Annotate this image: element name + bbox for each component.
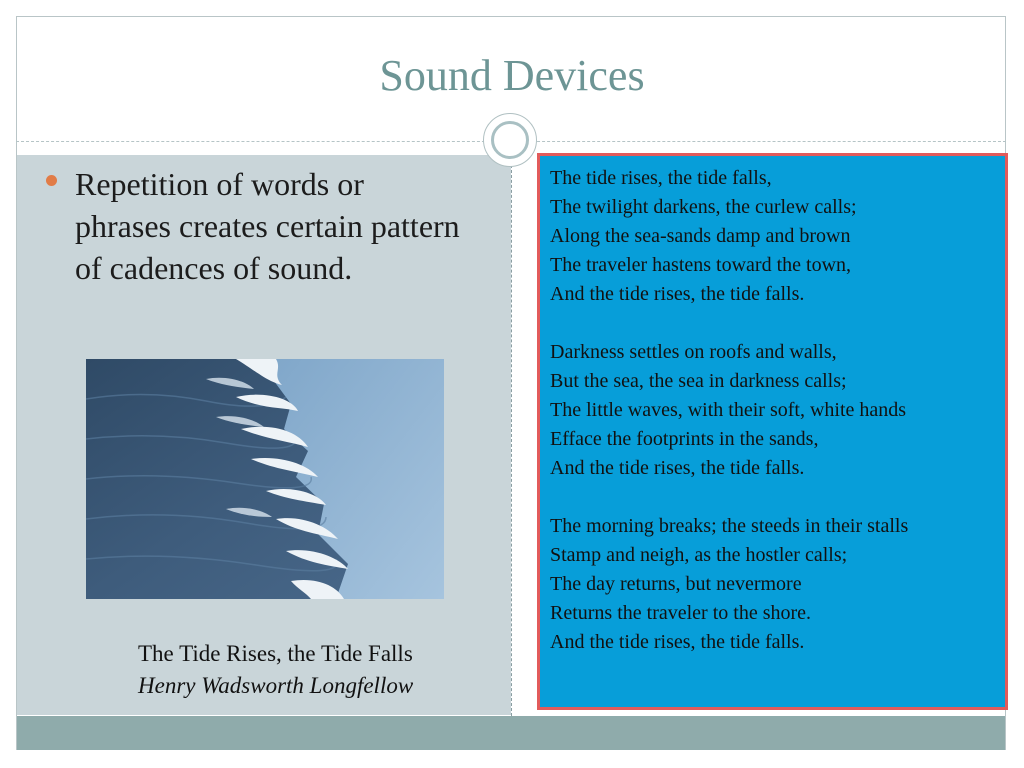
- stanza: [550, 164, 1005, 309]
- sea-waves-photo: [86, 359, 444, 599]
- poem-line: But the sea, the sea in darkness calls;: [550, 370, 847, 392]
- poem-line: And the tide rises, the tide falls.: [550, 283, 805, 305]
- poem-line: The morning breaks; the steeds in their stalls: [550, 515, 909, 537]
- footer-bar: [17, 716, 1005, 750]
- poem-line: Returns the traveler to the shore.: [550, 602, 812, 624]
- divider-circle-ornament: [483, 113, 537, 167]
- poem-line: And the tide rises, the tide falls.: [550, 457, 805, 479]
- slide-title: Sound Devices: [379, 51, 645, 100]
- stanza: [550, 338, 1005, 483]
- bullet-text: Repetition of words or phrases creates certain pattern of cadences of sound.: [75, 166, 460, 286]
- poem-line: Efface the footprints in the sands,: [550, 428, 819, 450]
- bullet-point: [46, 163, 466, 289]
- poem-line: The tide rises, the tide falls,: [550, 167, 772, 189]
- poem-line: Darkness settles on roofs and walls,: [550, 341, 837, 363]
- poem-line: The twilight darkens, the curlew calls;: [550, 196, 857, 218]
- poem-author: Henry Wadsworth Longfellow: [138, 673, 414, 698]
- poem-caption: [138, 638, 413, 702]
- bullet-dot-icon: [46, 175, 57, 186]
- poem-box: [537, 153, 1008, 710]
- inner-ring: [491, 121, 529, 159]
- poem-title: The Tide Rises, the Tide Falls: [138, 641, 413, 666]
- poem-line: The day returns, but nevermore: [550, 573, 802, 595]
- poem-line: The little waves, with their soft, white hands: [550, 399, 907, 421]
- poem-line: The traveler hastens toward the town,: [550, 254, 852, 276]
- poem-line: And the tide rises, the tide falls.: [550, 631, 805, 653]
- poem-line: Stamp and neigh, as the hostler calls;: [550, 544, 848, 566]
- poem-line: Along the sea-sands damp and brown: [550, 225, 851, 247]
- stanza: [550, 512, 1005, 657]
- column-divider: [511, 160, 512, 716]
